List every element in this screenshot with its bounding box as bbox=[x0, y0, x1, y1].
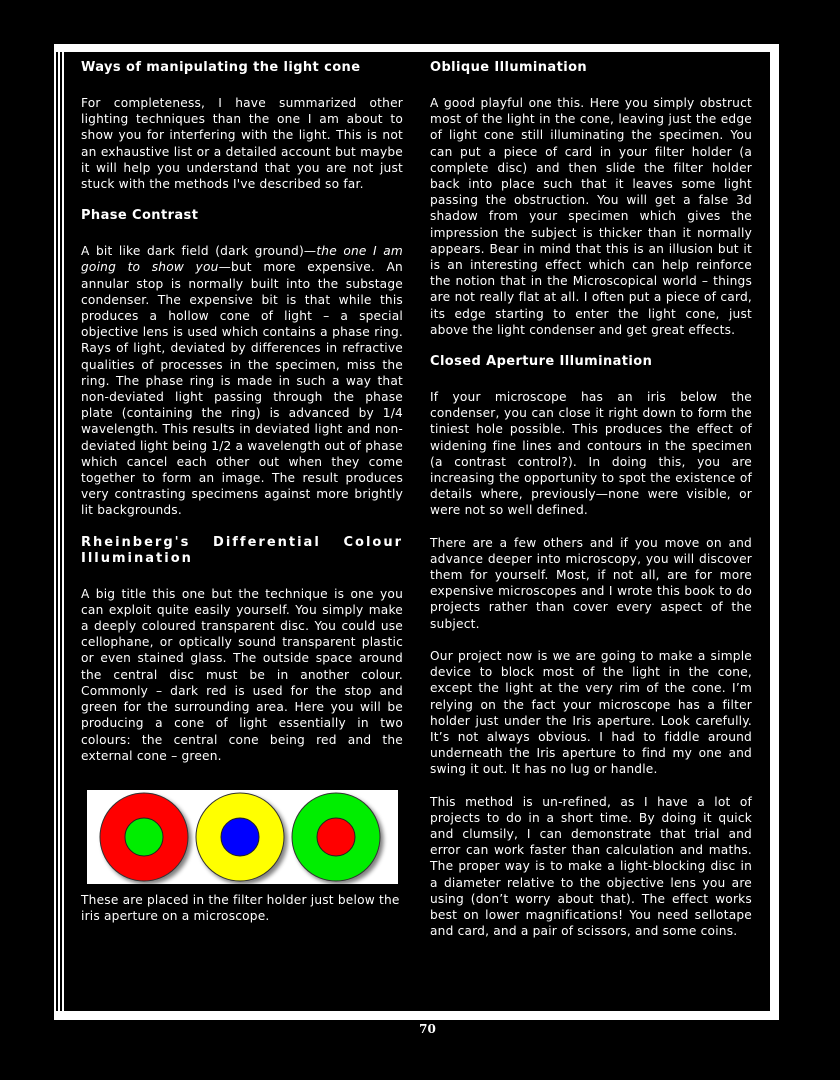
disc-center-stop bbox=[221, 818, 259, 856]
heading-oblique-illumination: Oblique Illumination bbox=[430, 60, 588, 75]
paragraph-intro: For completeness, I have summarized other lighting techniques than the one I am about to show you for interfering with the light. This is not an exhaustive list or a detailed account but maybe it will help you understand that you are not just stuck with the methods I've described so far. bbox=[81, 96, 403, 192]
frame-right-border bbox=[770, 44, 779, 1020]
disc-center-stop bbox=[317, 818, 355, 856]
left-column bbox=[81, 60, 403, 940]
heading-closed-aperture: Closed Aperture Illumination bbox=[430, 354, 653, 370]
page-number: 70 bbox=[419, 1022, 436, 1036]
paragraph-rheinberg: A big title this one but the technique is one you can exploit quite easily yourself. You simply make a deeply coloured transparent disc. You could use cellophane, or optically sound transparent plastic or even stained glass. The outside space around the central disc must be in another colour. Commonly – dark red is used for the stop and green for the surrounding area. Here you will be producing a cone of light essentially in two colours: the central cone being red and the external cone – green. bbox=[81, 586, 403, 763]
disc-center-stop bbox=[125, 818, 163, 856]
paragraph-phase-contrast bbox=[81, 243, 403, 518]
filter-disc bbox=[100, 793, 188, 881]
discs-illustration bbox=[87, 790, 398, 884]
rheinberg-discs-figure bbox=[87, 790, 398, 884]
frame-left-line bbox=[58, 48, 60, 1016]
filter-disc bbox=[196, 793, 284, 881]
text-span: —but more expensive. An annular stop is normally built into the substage condenser. The expensive bit is that while this produces a hollow cone of light – a special objective lens is used which contains a phase ring. Rays of light, deviated by differences in refractive qualities of processes in the specimen, miss the ring. The phase ring is made in such a way that non-deviated light passing through the phase plate (containing the ring) is advanced by 1/4 wavelength. This results in deviated light and non-deviated light being 1/2 a wavelength out of phase which cancel each other out when they come together to form an image. The result produces very contrasting specimens against more brightly lit backgrounds. bbox=[81, 260, 403, 518]
frame-left-line bbox=[54, 44, 56, 1020]
heading-phase-contrast: Phase Contrast bbox=[81, 208, 199, 224]
frame-left-line bbox=[62, 52, 64, 1012]
right-column bbox=[430, 60, 752, 955]
figure-caption: These are placed in the filter holder just below the iris aperture on a microscope. bbox=[81, 892, 400, 924]
heading-ways-of-manipulating: Ways of manipulating the light cone bbox=[81, 60, 361, 75]
paragraph-project: Our project now is we are going to make a simple device to block most of the light in the cone, except the light at the very rim of the cone. I’m relying on the fact your microscope has a filter holder just under the Iris aperture. Look carefully. It’s not always obvious. I had to fiddle around underneath the Iris aperture to find my one and swing it out. It has no lug or handle. bbox=[430, 648, 752, 777]
paragraph-closed-aperture: If your microscope has an iris below the condenser, you can close it right down to form the tiniest hole possible. This produces the effect of widening fine lines and contours in the specimen (a contrast control?). In doing this, you are increasing the opportunity to spot the existence of details where, previously—none were visible, or were not so well defined. bbox=[430, 390, 752, 518]
text-span: A bit like dark field (dark ground)— bbox=[81, 244, 317, 259]
paragraph-others: There are a few others and if you move on and advance deeper into microscopy, you will discover them for yourself. Most, if not all, are for more expensive microscopes and I wrote this book to do projects rather than cover every aspect of the subject. bbox=[430, 535, 752, 631]
paragraph-method: This method is un-refined, as I have a lot of projects to do in a short time. By doing it quick and clumsily, I can demonstrate that trial and error can work faster than calculation and maths. The proper way is to make a light-blocking disc in a diameter relative to the objective lens you are using (don’t worry about that). The effect works best on lower magnifications! You need sellotape and card, and a pair of scissors, and some coins. bbox=[430, 794, 752, 939]
paragraph-oblique: A good playful one this. Here you simply obstruct most of the light in the cone, leaving just the edge of light cone still illuminating the specimen. You can put a piece of card in your filter holder (a complete disc) and then slide the filter holder back into place such that it leaves some light passing the obstruction. You will get a false 3d shadow from your specimen which gives the impression the subject is thicker than it normally appears. Bear in mind that this is an illusion but it is an interesting effect which can help reinforce the notion that in the Microscopical world – things are not really flat at all. I often put a piece of card, its edge starting to enter the light cone, just above the light condenser and get great effects. bbox=[430, 96, 752, 337]
filter-disc bbox=[292, 793, 380, 881]
italic-text: the one I am going to show you bbox=[81, 244, 403, 275]
frame-top-border bbox=[54, 44, 779, 52]
heading-rheinberg: Rheinberg's Differential Colour Illumination bbox=[81, 534, 403, 566]
frame-bottom-border bbox=[54, 1011, 779, 1020]
